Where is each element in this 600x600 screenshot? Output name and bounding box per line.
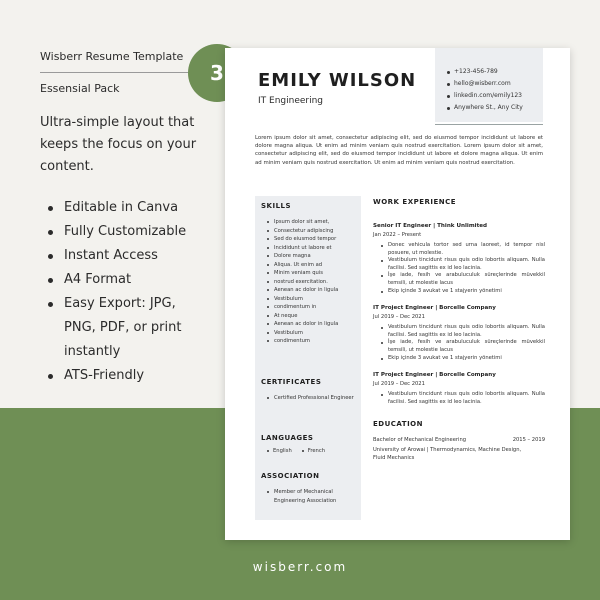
linkedin: linkedin.com/emily123: [447, 90, 543, 102]
main-column: [373, 198, 545, 462]
bullet-icon: [267, 255, 269, 257]
association-section: [261, 472, 357, 505]
bullet-icon: [48, 254, 53, 259]
bullet-icon: [267, 230, 269, 232]
work-experience-list: [373, 223, 545, 406]
resume-preview: [225, 48, 570, 540]
job-bullets: [373, 242, 545, 295]
list-item: Ekip içinde 3 avukat ve 1 stajyerin yönetimi: [373, 288, 545, 296]
job-bullets: [373, 391, 545, 406]
bullet-icon: [381, 245, 383, 247]
job-entry: [373, 223, 545, 295]
brand-title: Wisberr Resume Template: [40, 50, 184, 63]
bullet-icon: [267, 332, 269, 334]
association-list: [261, 488, 357, 505]
bullet-icon: [381, 394, 383, 396]
tagline: Ultra-simple layout that keeps the focus on your content.: [40, 115, 197, 174]
skill-item: Aliqua. Ut enim ad: [261, 261, 357, 270]
email: hello@wisberr.com: [447, 78, 543, 90]
bullet-icon: [267, 221, 269, 223]
skill-item: Minim veniam quis: [261, 269, 357, 278]
bullet-icon: [381, 291, 383, 293]
bullet-icon: [48, 278, 53, 283]
bullet-icon: [447, 107, 450, 110]
bullet-icon: [267, 238, 269, 240]
languages-list: [261, 448, 357, 454]
degree: Bachelor of Mechanical Engineering: [373, 437, 467, 444]
job-date: Jul 2019 – Dec 2021: [373, 381, 425, 388]
skill-item: Dolore magna: [261, 252, 357, 261]
bullet-icon: [267, 340, 269, 342]
list-item: İşe iade, fesih ve arabuluculuk süreçlerinde müvekkil temsili, ut molestie lacus: [373, 339, 545, 354]
section-heading: EDUCATION: [373, 420, 423, 429]
bullet-icon: [381, 358, 383, 360]
bullet-icon: [48, 206, 53, 211]
bullet-icon: [267, 272, 269, 274]
feature-item: Instant Access: [46, 244, 196, 268]
bullet-icon: [381, 275, 383, 277]
bullet-icon: [447, 95, 450, 98]
bullet-icon: [267, 281, 269, 283]
certificates-list: [261, 394, 357, 403]
pack-name: Essensial Pack: [40, 82, 120, 95]
section-heading: LANGUAGES: [261, 434, 314, 442]
skill-item: Incididunt ut labore et: [261, 244, 357, 253]
bullet-icon: [447, 71, 450, 74]
bullet-icon: [267, 264, 269, 266]
footer-website: wisberr.com: [252, 560, 348, 574]
feature-item: Editable in Canva: [46, 196, 196, 220]
bullet-icon: [381, 260, 383, 262]
skill-item: Sed do eiusmod tempor: [261, 235, 357, 244]
education-entry: [373, 437, 545, 462]
skill-item: Vestibulum: [261, 295, 357, 304]
list-item: Vestibulum tincidunt risus quis odio lobortis aliquam. Nulla facilisi. Sed sagittis ex id leo lacinia.: [373, 391, 545, 406]
bullet-icon: [48, 230, 53, 235]
languages-section: [261, 434, 357, 454]
bullet-icon: [48, 302, 53, 307]
certificates-section: [261, 378, 357, 403]
feature-list: [46, 196, 196, 388]
list-item: Member of Mechanical Engineering Association: [261, 488, 357, 505]
school-line: Fluid Mechanics: [373, 455, 415, 462]
template-number-badge: 3: [188, 44, 246, 102]
bullet-icon: [381, 327, 383, 329]
bullet-icon: [381, 342, 383, 344]
skill-item: At neque: [261, 312, 357, 321]
bullet-icon: [267, 450, 269, 452]
resume-role: IT Engineering: [258, 96, 324, 106]
job-title: IT Project Engineer | Borcelle Company: [373, 305, 496, 312]
divider: [40, 72, 195, 73]
bullet-icon: [302, 450, 304, 452]
bullet-icon: [267, 306, 269, 308]
bullet-icon: [267, 247, 269, 249]
skill-item: Consectetur adipiscing: [261, 227, 357, 236]
job-date: Jan 2022 – Present: [373, 232, 422, 238]
sidebar-panel: [255, 196, 361, 520]
summary-text: Lorem ipsum dolor sit amet, consectetur adipiscing elit, sed do eiusmod tempor incididunt ut labore et dolore magna aliqua. Ut enim ad minim veniam quis nostrud exercitation. Lorem ipsum dolor sit amet, consectetur adipiscing elit, sed do eiusmod tempor incididunt ut labore et dolore magna aliqua. Ut enim ad minim veniam quis nostrud exercitation. Ut enim ad minim veniam quis nostrud exercitation.: [255, 135, 543, 166]
list-item: Donec vehicula tortor sed urna laoreet, id tempor nisl posuere, ut molestie.: [373, 242, 545, 257]
feature-item: Fully Customizable: [46, 220, 196, 244]
skill-item: Aenean ac dolor in ligula: [261, 320, 357, 329]
job-title: Senior IT Engineer | Think Unlimited: [373, 223, 488, 229]
skill-item: Aenean ac dolor in ligula: [261, 286, 357, 295]
job-entry: [373, 372, 545, 406]
list-item: Ekip içinde 3 avukat ve 1 stajyerin yönetimi: [373, 355, 545, 363]
bullet-icon: [447, 83, 450, 86]
job-title: IT Project Engineer | Borcelle Company: [373, 372, 496, 379]
feature-item: ATS-Friendly: [46, 364, 196, 388]
address: Anywhere St., Any City: [447, 102, 543, 114]
section-heading: CERTIFICATES: [261, 378, 322, 386]
job-date: Jul 2019 – Dec 2021: [373, 314, 425, 321]
bullet-icon: [267, 315, 269, 317]
skill-item: nostrud exercitation.: [261, 278, 357, 287]
list-item: Certified Professional Engineer: [261, 394, 357, 403]
skills-section: [261, 202, 357, 346]
bullet-icon: [267, 298, 269, 300]
feature-item: A4 Format: [46, 268, 196, 292]
feature-item: Easy Export: JPG, PNG, PDF, or print instantly: [46, 292, 196, 364]
skill-item: Vestibulum: [261, 329, 357, 338]
education-years: 2015 – 2019: [512, 437, 545, 444]
list-item: English: [267, 448, 292, 454]
contact-panel: [435, 48, 543, 122]
section-heading: WORK EXPERIENCE: [373, 198, 457, 206]
list-item: Vestibulum tincidunt risus quis odio lobortis aliquam. Nulla facilisi. Sed sagittis ex id leo lacinia.: [373, 257, 545, 272]
school-line: University of Arowai | Thermodynamics, Machine Design,: [373, 447, 522, 454]
section-heading: ASSOCIATION: [261, 472, 320, 480]
resume-name: EMILY WILSON: [258, 70, 417, 91]
skill-item: Ipsum dolor sit amet,: [261, 218, 357, 227]
job-bullets: [373, 324, 545, 362]
skill-item: condimentum in: [261, 303, 357, 312]
bullet-icon: [267, 289, 269, 291]
skill-item: condimentum: [261, 337, 357, 346]
job-entry: [373, 305, 545, 362]
list-item: French: [302, 448, 325, 454]
skills-list: [261, 218, 357, 346]
phone: +123-456-789: [447, 66, 543, 78]
bullet-icon: [267, 323, 269, 325]
list-item: İşe iade, fesih ve arabuluculuk süreçlerinde müvekkil temsili, ut molestie lacus: [373, 272, 545, 287]
bullet-icon: [267, 491, 269, 493]
list-item: Vestibulum tincidunt risus quis odio lobortis aliquam. Nulla facilisi. Sed sagittis ex id leo lacinia.: [373, 324, 545, 339]
section-heading: SKILLS: [261, 202, 292, 210]
bullet-icon: [48, 374, 53, 379]
bullet-icon: [267, 397, 269, 399]
divider: [435, 124, 543, 125]
